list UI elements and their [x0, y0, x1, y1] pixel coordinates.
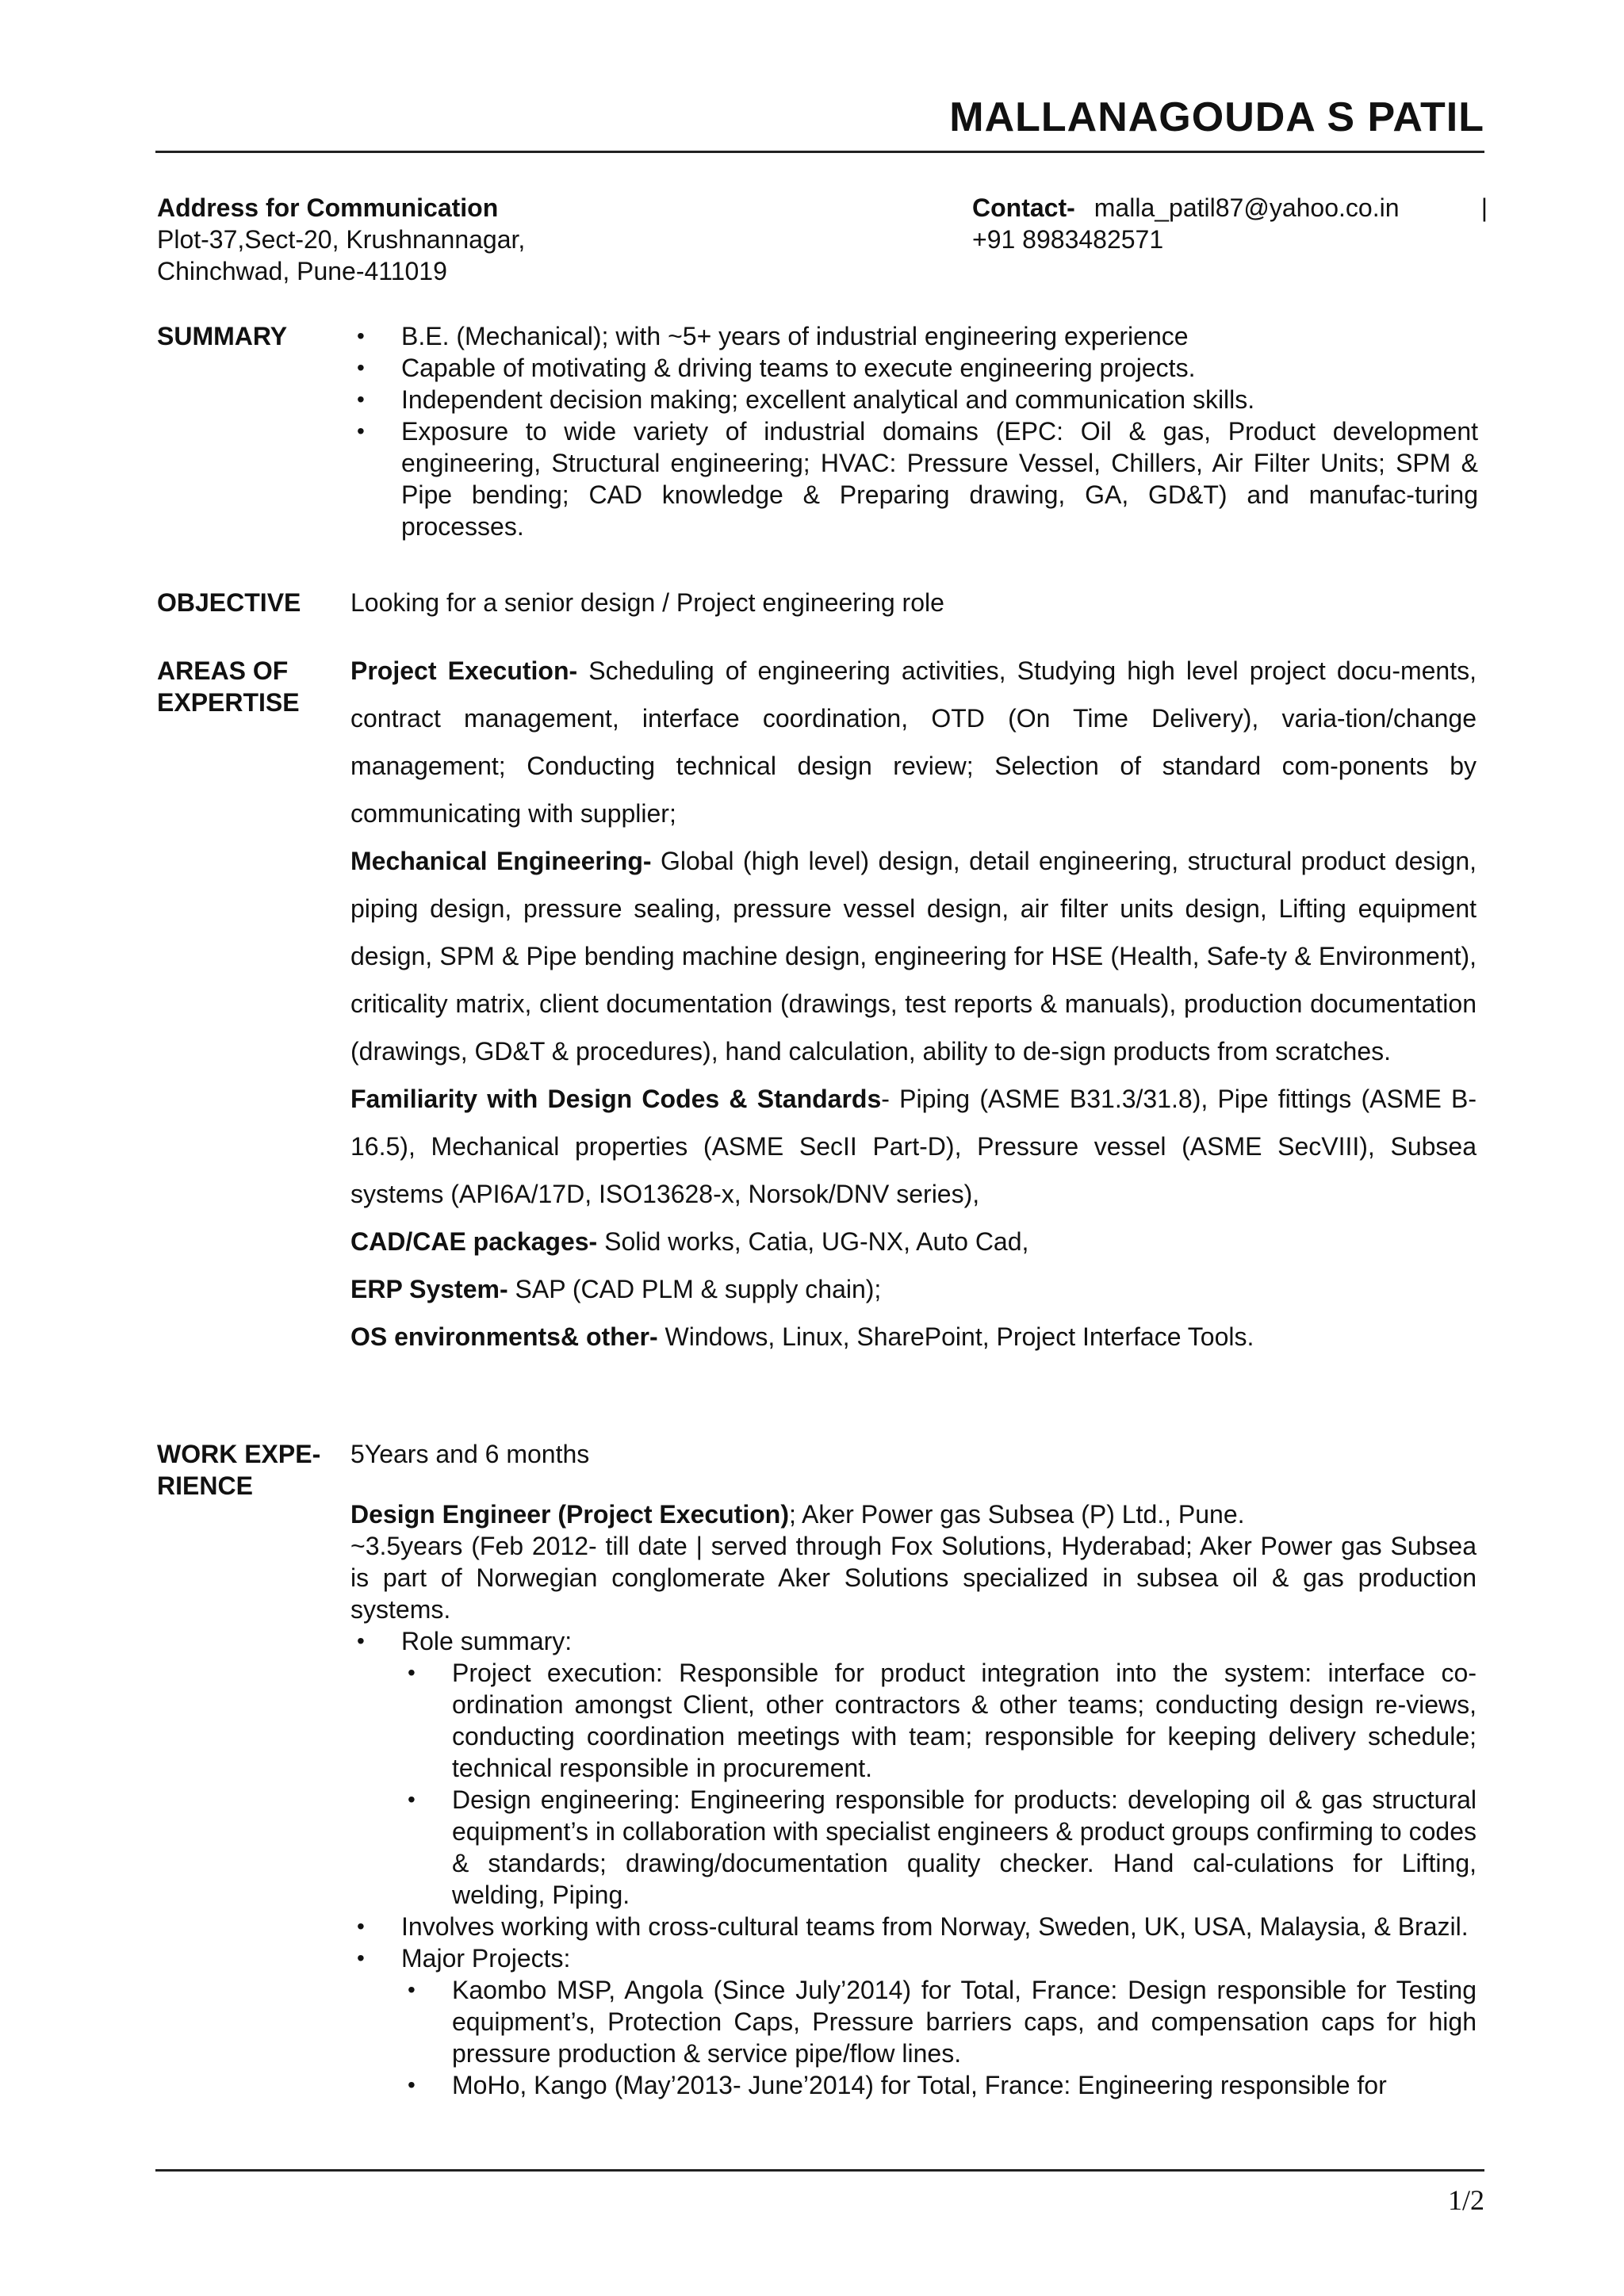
- address-line-1: Plot-37,Sect-20, Krushnannagar,: [157, 225, 526, 254]
- expertise-label-line-1: AREAS OF: [157, 656, 289, 685]
- job-details: [350, 1625, 1477, 2101]
- expertise-item-title: ERP System-: [350, 1275, 508, 1303]
- work-body: [350, 1438, 1477, 2101]
- expertise-item-text: Global (high level) design, detail engineering, structural product design, piping design, pressure sealing, pressure vessel design, air filter units design, Lifting equipment design, SPM & Pipe bending machine design, engineering for HSE (Health, Safe-ty & Environment), criticality matrix, client documentation (drawings, test reports & manuals), production documentation (drawings, GD&T & procedures), hand calculation, ability to de-sign products from scratches.: [350, 847, 1477, 1066]
- expertise-item-title: OS environments& other-: [350, 1322, 658, 1351]
- work-label-line-2: RIENCE: [157, 1471, 253, 1500]
- address-line-2: Chinchwad, Pune-411019: [157, 257, 447, 285]
- expertise-item-title: CAD/CAE packages-: [350, 1227, 598, 1256]
- summary-item: • Independent decision making; excellent analytical and communication skills.: [350, 384, 1478, 415]
- role-item: • Project execution: Responsible for product integration into the system: interface co-ordination amongst Client, other contractors & other teams; conducting design re-views, conducting coordination meetings with team; responsible for keeping delivery schedule; technical responsible in procurement.: [401, 1657, 1477, 1784]
- expertise-item: [350, 1265, 1477, 1313]
- expertise-item-text: Scheduling of engineering activities, Studying high level project docu-ments, contract management, interface coordination, OTD (On Time Delivery), varia-tion/change management; Conducting technical design review; Selection of standard com-ponents by communicating with supplier;: [350, 656, 1477, 828]
- work-total-duration: 5Years and 6 months: [350, 1440, 590, 1468]
- job-company: ; Aker Power gas Subsea (P) Ltd., Pune.: [789, 1500, 1245, 1529]
- expertise-item-text: Solid works, Catia, UG-NX, Auto Cad,: [597, 1227, 1029, 1256]
- expertise-item: [350, 1075, 1477, 1218]
- contact-separator: |: [1480, 193, 1488, 222]
- expertise-item-title: Familiarity with Design Codes & Standards: [350, 1085, 882, 1113]
- expertise-item-title: Mechanical Engineering-: [350, 847, 652, 875]
- expertise-item: [350, 647, 1477, 837]
- summary-item: • Capable of motivating & driving teams to execute engineering projects.: [350, 352, 1478, 384]
- expertise-label: [157, 655, 339, 718]
- contact-block: [972, 192, 1488, 255]
- objective-text: Looking for a senior design / Project engineering role: [350, 588, 944, 617]
- address-block: [157, 192, 525, 287]
- expertise-item-text: - Piping (ASME B31.3/31.8), Pipe fittings (ASME B-16.5), Mechanical properties (ASME SecII Part-D), Pressure vessel (ASME SecVIII), Subsea systems (API6A/17D, ISO13628-x, Norsok/DNV series),: [350, 1085, 1477, 1208]
- contact-label: Contact-: [972, 193, 1075, 222]
- summary-label: SUMMARY: [157, 322, 288, 350]
- role-summary-label: Role summary:: [401, 1627, 573, 1655]
- job-title: Design Engineer (Project Execution): [350, 1500, 789, 1529]
- summary-item: • B.E. (Mechanical); with ~5+ years of industrial engineering experience: [350, 320, 1478, 352]
- footer-divider: [155, 2169, 1484, 2172]
- job-heading: [350, 1498, 1477, 1530]
- expertise-item: [350, 1313, 1477, 1360]
- contact-phone[interactable]: +91 8983482571: [972, 225, 1164, 254]
- expertise-item-title: Project Execution-: [350, 656, 578, 685]
- contact-email[interactable]: malla_patil87@yahoo.co.in: [1094, 193, 1400, 222]
- job-detail-item: [350, 1625, 1477, 1911]
- role-item: • Design engineering: Engineering responsible for products: developing oil & gas structural equipment’s in collaboration with specialist engineers & product groups confirming to codes & standards; drawing/documentation quality checker. Hand cal-culations for Lifting, welding, Piping.: [401, 1784, 1477, 1911]
- project-item: • MoHo, Kango (May’2013- June’2014) for Total, France: Engineering responsible for: [401, 2069, 1477, 2101]
- job-description: ~3.5years (Feb 2012- till date | served through Fox Solutions, Hyderabad; Aker Power gas Subsea is part of Norwegian conglomerate Aker Solutions specialized in subsea oil & gas production systems.: [350, 1532, 1477, 1624]
- project-item: • Kaombo MSP, Angola (Since July’2014) for Total, France: Design responsible for Testing equipment’s, Protection Caps, Pressure barriers caps, and compensation caps for high pressure production & service pipe/flow lines.: [401, 1974, 1477, 2069]
- header-divider: [155, 151, 1484, 153]
- summary-item: • Exposure to wide variety of industrial domains (EPC: Oil & gas, Product development engineering, Structural engineering; HVAC: Pressure Vessel, Chillers, Air Filter Units; SPM & Pipe bending; CAD knowledge & Preparing drawing, GA, GD&T) and manufac-turing processes.: [350, 415, 1478, 542]
- major-projects-label: Major Projects:: [401, 1944, 571, 1973]
- work-label-line-1: WORK EXPE-: [157, 1440, 321, 1468]
- job-detail-item: [350, 1942, 1477, 2101]
- objective-label: OBJECTIVE: [157, 588, 301, 617]
- candidate-name: MALLANAGOUDA S PATIL: [949, 94, 1484, 140]
- expertise-label-line-2: EXPERTISE: [157, 688, 300, 717]
- address-heading: Address for Communication: [157, 193, 499, 222]
- expertise-item: [350, 1218, 1477, 1265]
- expertise-body: [350, 647, 1477, 1360]
- page-number: 1/2: [1447, 2184, 1484, 2216]
- expertise-item: [350, 837, 1477, 1075]
- summary-body: [350, 320, 1478, 542]
- work-label: [157, 1438, 339, 1502]
- expertise-item-text: SAP (CAD PLM & supply chain);: [508, 1275, 882, 1303]
- expertise-item-text: Windows, Linux, SharePoint, Project Interface Tools.: [657, 1322, 1254, 1351]
- job-detail-item: • Involves working with cross-cultural teams from Norway, Sweden, UK, USA, Malaysia, & Brazil.: [350, 1911, 1477, 1942]
